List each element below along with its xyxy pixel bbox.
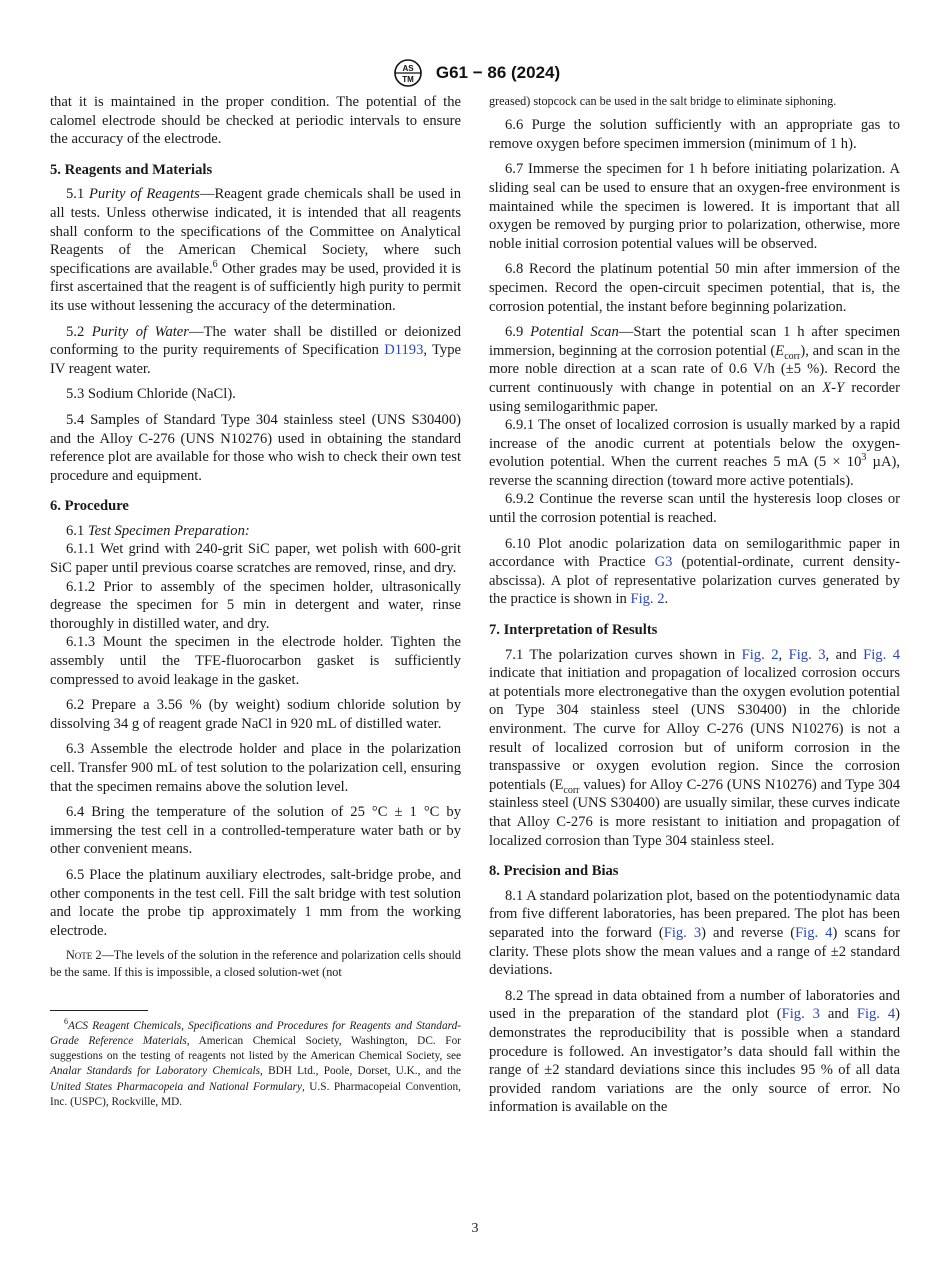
link-fig-3[interactable]: Fig. 3 [781, 1006, 820, 1023]
section-heading: 6. Procedure [50, 498, 129, 515]
page-header [0, 57, 950, 89]
paragraph-6-10: 6.10 Plot anodic polarization data on semilogarithmic paper in accordance with Practice G3 (potential-ordinate, current density-abscissa). A plot of representative polarization curves generated by the practice is shown in Fig. 2. [489, 535, 900, 608]
section-heading: 8. Precision and Bias [489, 863, 619, 880]
page-number: 3 [471, 1221, 479, 1236]
paragraph-5-3: 5.3 Sodium Chloride (NaCl). [66, 386, 236, 403]
note-2-continued: greased) stopcock can be used in the salt bridge to eliminate siphoning. [489, 94, 837, 108]
footnote-divider [50, 1010, 148, 1011]
paragraph-6-9-2: 6.9.2 Continue the reverse scan until the hysteresis loop closes or until the corrosion potential is reached. [489, 491, 900, 527]
paragraph-6-1-3: 6.1.3 Mount the specimen in the electrode holder. Tighten the assembly until the TFE-fluorocarbon gasket is sufficiently compressed to avoid leakage in the gasket. [50, 634, 461, 688]
paragraph-6-7: 6.7 Immerse the specimen for 1 h before initiating polarization. A sliding seal can be used to ensure that an oxygen-free environment is maintained while the specimen is lowered. It is important that all oxygen be removed by purging prior to polarization, otherwise, more noble initial corrosion potential values will be observed. [489, 161, 900, 252]
paragraph-6-9-1: 6.9.1 The onset of localized corrosion is usually marked by a rapid increase of the anodic current at potentials below the oxygen-evolution potential. When the current reaches 5 mA ($5 \times 10^3$ µA), reverse the scanning direction (toward more active potentials). [489, 417, 900, 489]
paragraph-5-4: 5.4 Samples of Standard Type 304 stainless steel (UNS S30400) and the Alloy C-276 (UNS N10276) used in obtaining the standard reference plot are available for those who wish to check their own test procedure and equipment. [50, 411, 461, 484]
paragraph-6-4: 6.4 Bring the temperature of the solution of 25 °C ± 1 °C by immersing the test cell in a controlled-temperature water bath or by other convenient means. [50, 804, 461, 858]
link-fig-3[interactable]: Fig. 3 [788, 646, 826, 663]
section-heading: 5. Reagents and Materials [50, 161, 213, 178]
paragraph-6-5: 6.5 Place the platinum auxiliary electrodes, salt-bridge probe, and other components in the test cell. Fill the salt bridge with test solution and locate the probe tip approximately 1 mm from the working electrode. [50, 866, 461, 939]
link-fig-3[interactable]: Fig. 3 [663, 924, 702, 941]
standard-designation: G61 − 86 (2024) [435, 63, 561, 82]
paragraph-6-1-1: 6.1.1 Wet grind with 240-grit SiC paper, wet polish with 600-grit SiC paper until previous coarse scratches are removed, rinse, and dry. [50, 541, 461, 577]
paragraph-6-9: 6.9 Potential Scan—Start the potential scan 1 h after specimen immersion, beginning at the corrosion potential $(E_{corr})$, and scan in the more noble direction at a scan rate of 0.6 V/h (±5 %). Record the current continuously with change in potential on an X-Y recorder using semilogarithmic paper. [489, 324, 900, 415]
paragraph-5-2: 5.2 Purity of Water—The water shall be distilled or deionized conforming to the purity requirements of Specification D1193, Type IV reagent water. [50, 323, 462, 377]
left-column [50, 93, 461, 1110]
right-column [489, 93, 900, 1124]
link-fig-2[interactable]: Fig. 2 [741, 646, 779, 663]
paragraph: that it is maintained in the proper condition. The potential of the calomel electrode should be checked at periodic intervals to ensure the accuracy of the electrode. [50, 94, 461, 148]
link-fig-4[interactable]: Fig. 4 [795, 924, 833, 941]
paragraph-6-8: 6.8 Record the platinum potential 50 min after immersion of the specimen. Record the open-circuit specimen potential, that is, the corrosion potential, the instant before beginning polarization. [489, 261, 900, 315]
svg-text:AS: AS [402, 64, 414, 73]
paragraph-6-6: 6.6 Purge the solution sufficiently with an appropriate gas to remove oxygen before specimen immersion (minimum of 1 h). [489, 117, 900, 152]
footnote-ref[interactable]: 6 [212, 258, 218, 270]
footnote-6: $^6$ACS Reagent Chemicals, Specifications and Procedures for Reagents and Standard-Grade Reference Materials, American Chemical Society, Washington, DC. For suggestions on the testing of reagents not listed by the American Chemical Society, see Analar Standards for Laboratory Chemicals, BDH Ltd., Poole, Dorset, U.K., and the United States Pharmacopeia and National Formulary, U.S. Pharmacopeial Convention, Inc. (USPC), Rockville, MD. [50, 1016, 461, 1108]
paragraph-5-1: 5.1 Purity of Reagents—Reagent grade chemicals shall be used in all tests. Unless otherwise indicated, it is intended that all reagents shall conform to the specifications of the Committee on Analytical Reagents of the American Chemical Society, where such specifications are available.$^6$ Other grades may be used, provided it is first ascertained that the reagent is of sufficiently high purity to permit its use without lessening the accuracy of the determination. [50, 186, 461, 314]
paragraph-8-1: 8.1 A standard polarization plot, based on the potentiodynamic data from five different laboratories, has been prepared. The plot has been separated into the forward (Fig. 3) and reverse (Fig. 4) scans for clarity. These plots show the mean values and a range of ±2 standard deviations. [489, 887, 900, 979]
link-fig-4[interactable]: Fig. 4 [856, 1006, 896, 1023]
paragraph-6-1-2: 6.1.2 Prior to assembly of the specimen holder, ultrasonically degrease the specimen for 5 min in detergent and water, rinse thoroughly in distilled water, and dry. [50, 578, 461, 632]
paragraph-6-3: 6.3 Assemble the electrode holder and place in the polarization cell. Transfer 900 mL of test solution to the polarization cell, ensuring that the specimen remains above the solution level. [50, 741, 461, 795]
svg-text:TM: TM [402, 75, 414, 84]
paragraph-6-1: 6.1 Test Specimen Preparation: [66, 522, 250, 539]
link-fig-2[interactable]: Fig. 2 [630, 591, 665, 608]
paragraph-7-1: 7.1 The polarization curves shown in Fig. 2, Fig. 3, and Fig. 4 indicate that initiation and propagation of localized corrosion occurs at potentials more electronegative than the oxygen evolution potential on Type 304 stainless steel (UNS S30400) in the chloride environment. The curve for Alloy C-276 (UNS N10276) is not a result of localized corrosion but of uniform corrosion in the transpassive or oxygen evolution region. Since the corrosion potentials ($E_{corr}$ values) for Alloy C-276 (UNS N10276) and Type 304 stainless steel (UNS S30400) are usually similar, these curves indicate that Alloy C-276 is more resistant to initiation and propagation of localized corrosion than Type 304 stainless steel. [489, 646, 901, 849]
paragraph-6-2: 6.2 Prepare a 3.56 % (by weight) sodium chloride solution by dissolving 34 g of reagent grade NaCl in 920 mL of distilled water. [50, 697, 461, 732]
link-fig-4[interactable]: Fig. 4 [863, 646, 901, 663]
astm-logo-icon [390, 57, 426, 89]
link-g3[interactable]: G3 [654, 554, 673, 571]
paragraph-8-2: 8.2 The spread in data obtained from a number of laboratories and used in the preparation of the standard plot (Fig. 3 and Fig. 4) demonstrates the reproducibility that is possible when a standard procedure is followed. An investigator’s data should fall within the range of ±2 standard deviations since this includes 95 % of all data provided random variations are the only source of error. No information is available on the [489, 987, 901, 1116]
note-2: Note 2—The levels of the solution in the reference and polarization cells should be the same. If this is impossible, a closed solution-wet (not [50, 948, 461, 979]
link-d1193[interactable]: D1193 [384, 342, 424, 359]
section-heading: 7. Interpretation of Results [489, 622, 658, 639]
